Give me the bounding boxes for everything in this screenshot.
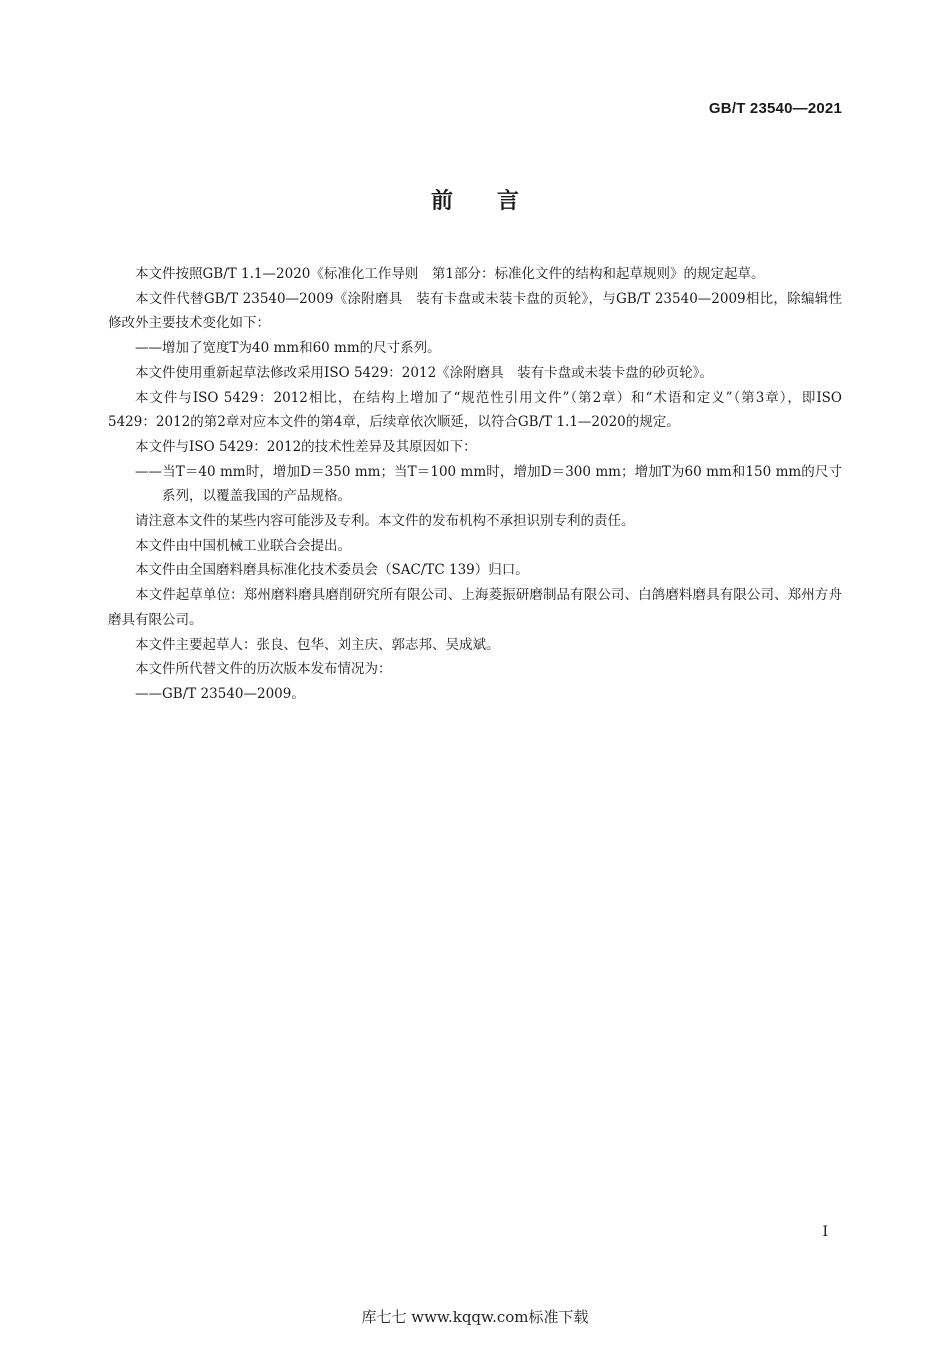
paragraph-replaces: 本文件代替GB/T 23540—2009《涂附磨具 装有卡盘或未装卡盘的页轮》，与GB/T 23540—2009相比，除编辑性修改外主要技术变化如下： bbox=[108, 290, 842, 332]
paragraph-patent-notice: 请注意本文件的某些内容可能涉及专利。本文件的发布机构不承担识别专利的责任。 bbox=[135, 513, 635, 530]
paragraph-proposed-by: 本文件由中国机械工业联合会提出。 bbox=[135, 537, 351, 554]
paragraph-technical-differences: 本文件与ISO 5429：2012的技术性差异及其原因如下： bbox=[135, 438, 477, 455]
dash-item-previous-edition: ——GB/T 23540—2009。 bbox=[135, 685, 305, 702]
page-title: 前言 bbox=[430, 189, 563, 214]
dash-item-width-series: ——增加了宽度T为40 mm和60 mm的尺寸系列。 bbox=[135, 340, 441, 357]
paragraph-structure-differences: 本文件与ISO 5429：2012相比，在结构上增加了“规范性引用文件”（第2章）和“术语和定义”（第3章），即ISO 5429：2012的第2章对应本文件的第4章，后续章依次顺延，以符合GB/T 1.1—2020的规定。 bbox=[108, 389, 842, 431]
document-body bbox=[108, 262, 842, 707]
paragraph-drafting-basis: 本文件按照GB/T 1.1—2020《标准化工作导则 第1部分：标准化文件的结构和起草规则》的规定起草。 bbox=[135, 266, 765, 282]
paragraph-drafting-units: 本文件起草单位：郑州磨料磨具磨削研究所有限公司、上海菱振研磨制品有限公司、白鸽磨料磨具有限公司、郑州方舟磨具有限公司。 bbox=[108, 587, 842, 628]
paragraph-drafters: 本文件主要起草人：张良、包华、刘主庆、郭志邦、吴成斌。 bbox=[135, 636, 500, 653]
dash-item-dimension-additions: ——当T＝40 mm时，增加D＝350 mm；当T＝100 mm时，增加D＝300 mm；增加T为60 mm和150 mm的尺寸系列，以覆盖我国的产品规格。 bbox=[135, 463, 842, 505]
watermark-footer: 库七七 www.kqqw.com标准下载 bbox=[361, 1308, 589, 1326]
paragraph-adoption: 本文件使用重新起草法修改采用ISO 5429：2012《涂附磨具 装有卡盘或未装卡盘的砂页轮》。 bbox=[135, 364, 713, 381]
paragraph-previous-editions: 本文件所代替文件的历次版本发布情况为： bbox=[135, 661, 392, 678]
page-number: I bbox=[822, 1224, 828, 1240]
page-header: GB/T 23540—2021 bbox=[708, 100, 842, 117]
paragraph-centralized-by: 本文件由全国磨料磨具标准化技术委员会（SAC/TC 139）归口。 bbox=[135, 562, 529, 579]
